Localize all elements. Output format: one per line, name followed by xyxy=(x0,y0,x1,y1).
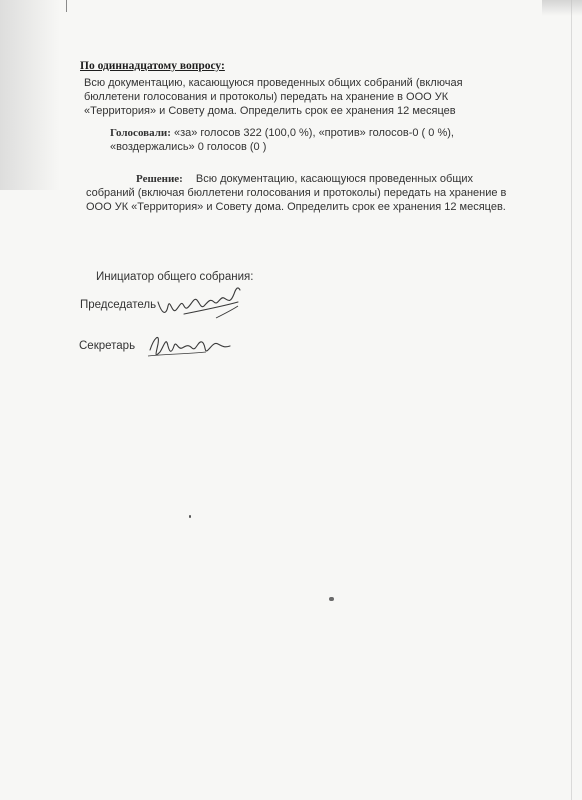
secretary-label: Секретарь xyxy=(79,340,136,352)
vote-label: Голосовали: xyxy=(110,127,171,139)
initiator-label: Инициатор общего собрания: xyxy=(96,271,254,283)
vote-text: «за» голосов 322 (100,0 %), «против» голосов-0 ( 0 %), «воздержались» 0 голосов (0 ) xyxy=(110,127,454,153)
question-paragraph: Всю документацию, касающуюся проведенных общих собраний (включая бюллетени голосования и протоколы) передать на хранение в ООО УК «Территория» и Совету дома. Определить срок ее хранения 12 месяцев xyxy=(84,77,463,117)
scan-fold xyxy=(542,0,582,16)
scan-speck xyxy=(329,597,334,601)
decision-label: Решение: xyxy=(136,173,183,185)
decision-text: Всю документацию, касающуюся проведенных общих собраний (включая бюллетени голосования и протоколы) передать на хранение в ООО УК «Территория» и Совету дома. Определить срок ее хранения 12 месяцев. xyxy=(86,173,507,213)
decision-block xyxy=(86,172,516,214)
secretary-signature xyxy=(146,328,236,364)
scan-shadow xyxy=(0,0,60,190)
vote-block xyxy=(110,126,510,154)
scan-edge-line xyxy=(66,0,67,12)
question-heading: По одиннадцатому вопросу: xyxy=(80,60,225,72)
scan-speck xyxy=(189,515,191,518)
chair-signature xyxy=(154,284,254,324)
scan-right-edge xyxy=(571,0,572,800)
chair-label: Председатель xyxy=(80,299,157,311)
